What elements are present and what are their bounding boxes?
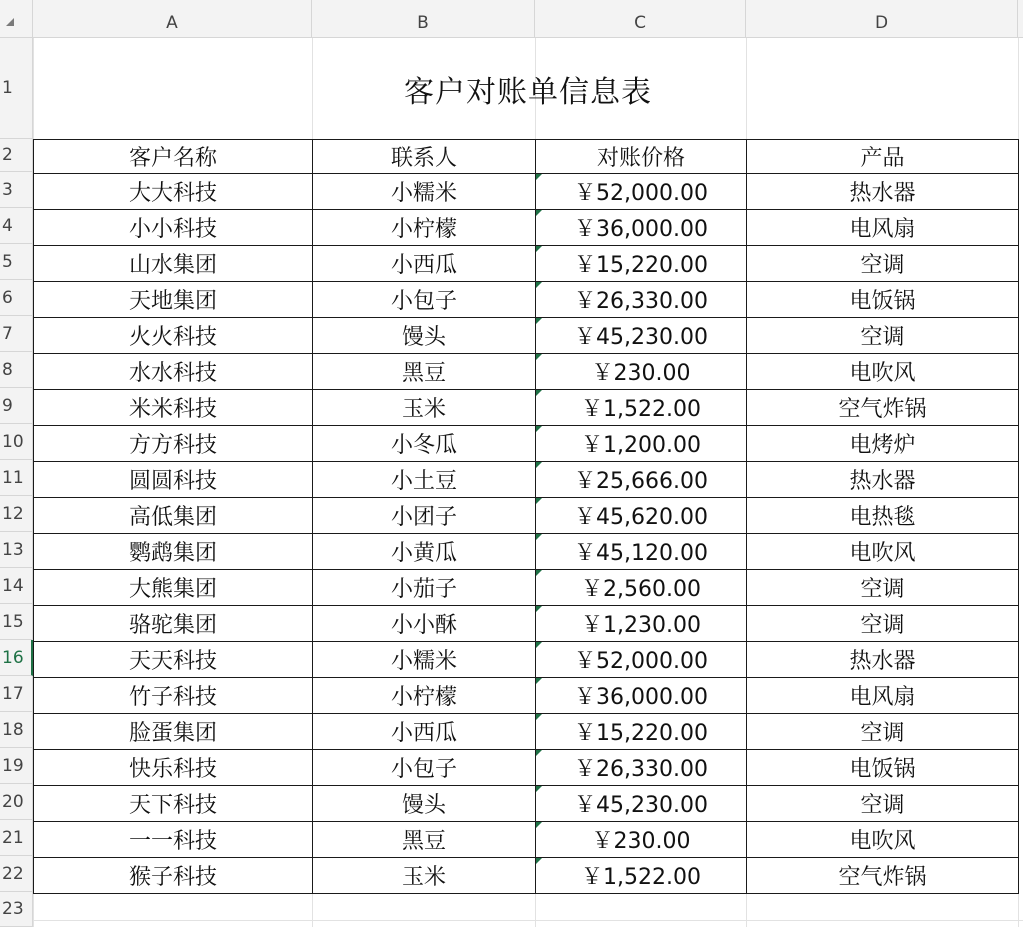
cell-text: ￥2,560.00 [581, 577, 701, 602]
cell-text: 小黄瓜 [390, 541, 457, 566]
cell-text: 热水器 [849, 469, 916, 494]
cell-text: 小茄子 [390, 577, 457, 602]
header-cell-customer[interactable]: 客户名称 [34, 140, 313, 174]
cell-product[interactable] [747, 606, 1019, 642]
error-indicator-icon [536, 282, 542, 288]
cell-text: 电吹风 [849, 829, 916, 854]
cell-text: 电吹风 [849, 541, 916, 566]
cell-text: 方方科技 [128, 433, 217, 458]
cell-price[interactable] [536, 174, 747, 210]
cell-contact[interactable] [313, 822, 536, 858]
cell-price[interactable] [536, 678, 747, 714]
row-header-3[interactable]: 3 [0, 172, 33, 208]
cell-text: ￥1,522.00 [581, 865, 701, 890]
cell-text: ￥45,230.00 [574, 793, 708, 818]
row-header-19[interactable]: 19 [0, 748, 33, 784]
cell-text: 黑豆 [401, 829, 446, 854]
cell-text: 玉米 [401, 397, 446, 422]
cell-customer[interactable] [34, 246, 313, 282]
cell-product[interactable] [747, 462, 1019, 498]
error-indicator-icon [536, 354, 542, 360]
cell-text: 电风扇 [849, 685, 916, 710]
cell-text: 热水器 [849, 649, 916, 674]
cell-text: ￥52,000.00 [574, 649, 708, 674]
table-row [34, 246, 1019, 282]
cell-text: 天下科技 [128, 793, 217, 818]
cell-price[interactable] [536, 822, 747, 858]
row-header-16[interactable]: 16 [0, 640, 33, 676]
error-indicator-icon [536, 678, 542, 684]
cell-text: ￥1,522.00 [581, 397, 701, 422]
column-header-e[interactable] [1018, 0, 1023, 38]
cell-text: 小小科技 [128, 217, 217, 242]
table-row [34, 642, 1019, 678]
cell-text: 快乐科技 [128, 757, 217, 782]
cell-price[interactable] [536, 714, 747, 750]
cell-text: 小团子 [390, 505, 457, 530]
cell-customer[interactable] [34, 714, 313, 750]
cell-text: 山水集团 [128, 253, 217, 278]
row-header-15[interactable]: 15 [0, 604, 33, 640]
cell-customer[interactable] [34, 174, 313, 210]
cell-price[interactable] [536, 462, 747, 498]
table-row [34, 498, 1019, 534]
row-header-2[interactable]: 2 [0, 139, 33, 172]
column-header-c[interactable]: C [535, 0, 746, 38]
cell-text: 空气炸锅 [838, 397, 927, 422]
cell-text: 黑豆 [401, 361, 446, 386]
error-indicator-icon [536, 606, 542, 612]
cell-contact[interactable] [313, 642, 536, 678]
cell-product[interactable] [747, 246, 1019, 282]
cell-text: 小西瓜 [390, 253, 457, 278]
cell-text: 大熊集团 [128, 577, 217, 602]
error-indicator-icon [536, 570, 542, 576]
cell-text: 电吹风 [849, 361, 916, 386]
cell-text: ￥15,220.00 [574, 721, 708, 746]
cell-text: ￥45,120.00 [574, 541, 708, 566]
cell-text: ￥230.00 [591, 829, 691, 854]
cell-customer[interactable] [34, 822, 313, 858]
cell-contact[interactable] [313, 498, 536, 534]
cell-text: ￥230.00 [591, 361, 691, 386]
cell-text: 小小酥 [390, 613, 457, 638]
cell-text: ￥1,230.00 [581, 613, 701, 638]
cell-price[interactable] [536, 282, 747, 318]
gridline-v [535, 892, 536, 927]
cell-text: 天天科技 [128, 649, 217, 674]
cell-text: 水水科技 [128, 361, 217, 386]
cell-price[interactable] [536, 858, 747, 894]
cell-product[interactable] [747, 786, 1019, 822]
error-indicator-icon [536, 858, 542, 864]
row-header-13[interactable]: 13 [0, 532, 33, 568]
cell-text: ￥25,666.00 [574, 469, 708, 494]
cell-customer[interactable] [34, 786, 313, 822]
table-row [34, 390, 1019, 426]
cell-text: 空调 [860, 721, 905, 746]
row-header-14[interactable]: 14 [0, 568, 33, 604]
gridline-v [1018, 892, 1019, 927]
select-all-icon [6, 18, 14, 26]
cell-text: 电烤炉 [849, 433, 916, 458]
row-header-23[interactable]: 23 [0, 892, 33, 927]
cell-text: 玉米 [401, 865, 446, 890]
table-row [34, 174, 1019, 210]
cell-text: 电饭锅 [849, 757, 916, 782]
cell-text: ￥26,330.00 [574, 289, 708, 314]
cell-customer[interactable] [34, 570, 313, 606]
error-indicator-icon [536, 534, 542, 540]
cell-text: 猴子科技 [128, 865, 217, 890]
row-header-22[interactable]: 22 [0, 856, 33, 892]
cell-product[interactable] [747, 714, 1019, 750]
cell-text: 空气炸锅 [838, 865, 927, 890]
cell-customer[interactable] [34, 282, 313, 318]
cell-customer[interactable] [34, 498, 313, 534]
cell-text: ￥45,620.00 [574, 505, 708, 530]
cell-text: 小糯米 [390, 181, 457, 206]
error-indicator-icon [536, 750, 542, 756]
cell-customer[interactable] [34, 642, 313, 678]
gridline-v [33, 892, 34, 927]
error-indicator-icon [536, 498, 542, 504]
cell-text: 脸蛋集团 [128, 721, 217, 746]
cell-text: 空调 [860, 793, 905, 818]
cell-text: 火火科技 [128, 325, 217, 350]
row-header-1[interactable]: 1 [0, 38, 33, 139]
cell-product[interactable] [747, 498, 1019, 534]
table-row [34, 354, 1019, 390]
cell-customer[interactable] [34, 678, 313, 714]
cell-price[interactable] [536, 426, 747, 462]
cell-price[interactable] [536, 318, 747, 354]
cell-product[interactable] [747, 642, 1019, 678]
cell-text: 小糯米 [390, 649, 457, 674]
cell-price[interactable] [536, 210, 747, 246]
cell-text: ￥1,200.00 [581, 433, 701, 458]
table-row [34, 570, 1019, 606]
cell-text: ￥36,000.00 [574, 685, 708, 710]
row-header-20[interactable]: 20 [0, 784, 33, 820]
cell-text: 小柠檬 [390, 685, 457, 710]
cell-contact[interactable] [313, 858, 536, 894]
cell-customer[interactable] [34, 534, 313, 570]
error-indicator-icon [536, 426, 542, 432]
cell-contact[interactable] [313, 534, 536, 570]
table-row [34, 678, 1019, 714]
error-indicator-icon [536, 210, 542, 216]
cell-customer[interactable] [34, 210, 313, 246]
cell-price[interactable] [536, 390, 747, 426]
cell-contact[interactable] [313, 678, 536, 714]
cell-text: 骆驼集团 [128, 613, 217, 638]
cell-text: 馒头 [401, 325, 446, 350]
cell-customer[interactable] [34, 354, 313, 390]
cell-product[interactable] [747, 570, 1019, 606]
cell-text: 空调 [860, 577, 905, 602]
cell-text: ￥26,330.00 [574, 757, 708, 782]
column-header-d[interactable]: D [746, 0, 1018, 38]
cell-text: 空调 [860, 325, 905, 350]
cell-price[interactable] [536, 354, 747, 390]
cell-text: 米米科技 [128, 397, 217, 422]
cell-text: 小柠檬 [390, 217, 457, 242]
cell-customer[interactable] [34, 390, 313, 426]
cell-text: 空调 [860, 253, 905, 278]
header-cell-product[interactable]: 产品 [747, 140, 1019, 174]
table-header-row [34, 140, 1019, 174]
table-row [34, 786, 1019, 822]
cell-text: 电风扇 [849, 217, 916, 242]
cell-product[interactable] [747, 318, 1019, 354]
error-indicator-icon [536, 714, 542, 720]
cell-contact[interactable] [313, 750, 536, 786]
cell-price[interactable] [536, 786, 747, 822]
table-row [34, 426, 1019, 462]
cell-product[interactable] [747, 282, 1019, 318]
cell-text: 竹子科技 [128, 685, 217, 710]
cell-price[interactable] [536, 750, 747, 786]
cell-text: ￥45,230.00 [574, 325, 708, 350]
select-all-corner[interactable] [0, 0, 33, 38]
cell-product[interactable] [747, 210, 1019, 246]
row-header-17[interactable]: 17 [0, 676, 33, 712]
error-indicator-icon [536, 174, 542, 180]
table-row [34, 462, 1019, 498]
cell-product[interactable] [747, 426, 1019, 462]
row-header-12[interactable]: 12 [0, 496, 33, 532]
column-header-a[interactable]: A [33, 0, 312, 38]
cell-text: 小包子 [390, 757, 457, 782]
header-cell-price[interactable]: 对账价格 [536, 140, 747, 174]
row-header-4[interactable]: 4 [0, 208, 33, 244]
cell-customer[interactable] [34, 318, 313, 354]
cell-price[interactable] [536, 498, 747, 534]
row-header-7[interactable]: 7 [0, 316, 33, 352]
cell-contact[interactable] [313, 210, 536, 246]
cell-price[interactable] [536, 246, 747, 282]
table-row [34, 534, 1019, 570]
cell-text: 热水器 [849, 181, 916, 206]
cell-text: 高低集团 [128, 505, 217, 530]
cell-text: 小冬瓜 [390, 433, 457, 458]
table-row [34, 858, 1019, 894]
cell-product[interactable] [747, 678, 1019, 714]
cell-product[interactable] [747, 174, 1019, 210]
cell-contact[interactable] [313, 714, 536, 750]
cell-text: 小包子 [390, 289, 457, 314]
cell-price[interactable] [536, 534, 747, 570]
cell-price[interactable] [536, 606, 747, 642]
row-header-9[interactable]: 9 [0, 388, 33, 424]
table-row [34, 210, 1019, 246]
error-indicator-icon [536, 786, 542, 792]
cell-contact[interactable] [313, 318, 536, 354]
cell-text: ￥15,220.00 [574, 253, 708, 278]
cell-text: 圆圆科技 [128, 469, 217, 494]
cell-contact[interactable] [313, 570, 536, 606]
cell-product[interactable] [747, 822, 1019, 858]
cell-product[interactable] [747, 750, 1019, 786]
cell-text: 大大科技 [128, 181, 217, 206]
cell-text: 小土豆 [390, 469, 457, 494]
cell-product[interactable] [747, 390, 1019, 426]
table-row [34, 606, 1019, 642]
table-row [34, 318, 1019, 354]
cell-text: 一一科技 [128, 829, 217, 854]
gridline-h [33, 920, 1023, 921]
cell-customer[interactable] [34, 462, 313, 498]
cell-product[interactable] [747, 534, 1019, 570]
cell-contact[interactable] [313, 246, 536, 282]
cell-product[interactable] [747, 354, 1019, 390]
row-header-21[interactable]: 21 [0, 820, 33, 856]
cell-customer[interactable] [34, 858, 313, 894]
table-row [34, 282, 1019, 318]
cell-text: ￥52,000.00 [574, 181, 708, 206]
error-indicator-icon [536, 462, 542, 468]
row-header-5[interactable]: 5 [0, 244, 33, 280]
cell-contact[interactable] [313, 390, 536, 426]
cell-customer[interactable] [34, 750, 313, 786]
row-header-6[interactable]: 6 [0, 280, 33, 316]
cell-product[interactable] [747, 858, 1019, 894]
table-row [34, 822, 1019, 858]
cell-customer[interactable] [34, 426, 313, 462]
cell-contact[interactable] [313, 786, 536, 822]
cell-text: 小西瓜 [390, 721, 457, 746]
cell-text: 电热毯 [849, 505, 916, 530]
error-indicator-icon [536, 822, 542, 828]
cell-text: 电饭锅 [849, 289, 916, 314]
error-indicator-icon [536, 390, 542, 396]
row-header-8[interactable]: 8 [0, 352, 33, 388]
data-table [33, 139, 1019, 894]
row-header-11[interactable]: 11 [0, 460, 33, 496]
sheet-title[interactable]: 客户对账单信息表 [404, 74, 652, 110]
cell-contact[interactable] [313, 426, 536, 462]
cell-text: 馒头 [401, 793, 446, 818]
cell-text: ￥36,000.00 [574, 217, 708, 242]
cell-contact[interactable] [313, 354, 536, 390]
cell-text: 空调 [860, 613, 905, 638]
table-row [34, 714, 1019, 750]
cell-contact[interactable] [313, 606, 536, 642]
header-cell-contact[interactable]: 联系人 [313, 140, 536, 174]
gridline-v [312, 892, 313, 927]
cell-text: 鹦鹉集团 [128, 541, 217, 566]
cell-text: 天地集团 [128, 289, 217, 314]
cell-contact[interactable] [313, 282, 536, 318]
gridline-v [746, 892, 747, 927]
cell-customer[interactable] [34, 606, 313, 642]
cell-price[interactable] [536, 642, 747, 678]
column-header-b[interactable]: B [312, 0, 535, 38]
row-header-18[interactable]: 18 [0, 712, 33, 748]
error-indicator-icon [536, 642, 542, 648]
cell-contact[interactable] [313, 462, 536, 498]
table-row [34, 750, 1019, 786]
row-header-10[interactable]: 10 [0, 424, 33, 460]
error-indicator-icon [536, 318, 542, 324]
error-indicator-icon [536, 246, 542, 252]
cell-contact[interactable] [313, 174, 536, 210]
cell-price[interactable] [536, 570, 747, 606]
